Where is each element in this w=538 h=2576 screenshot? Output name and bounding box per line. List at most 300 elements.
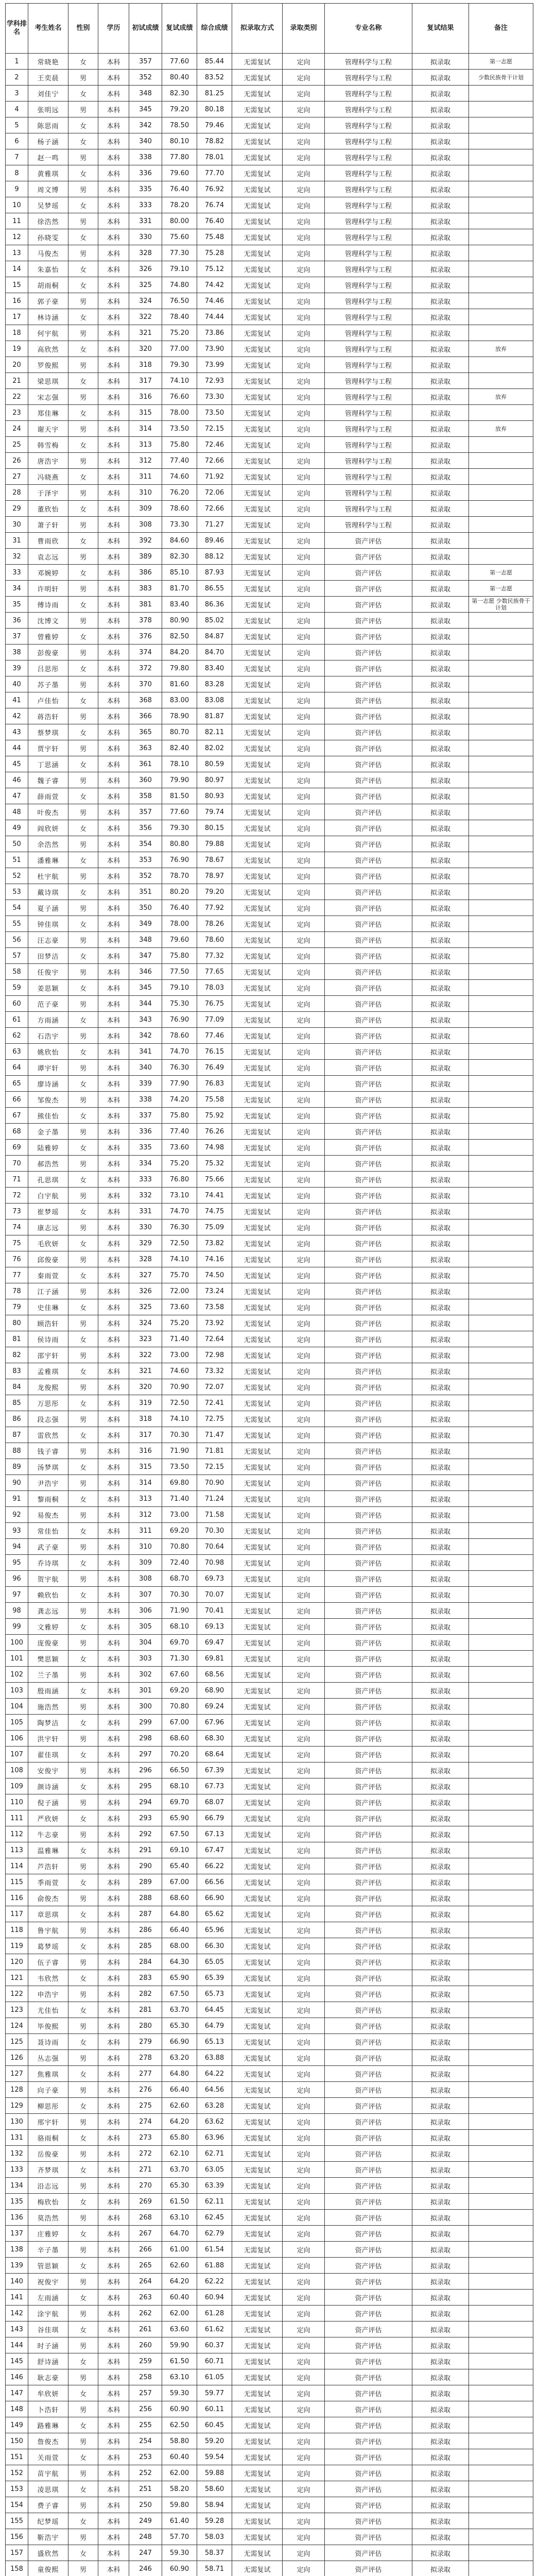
cell-major: 资产评估	[325, 2306, 412, 2321]
cell-initial-score: 348	[129, 86, 162, 101]
cell-category: 定向	[283, 277, 325, 293]
cell-rank: 48	[6, 804, 28, 820]
cell-result: 拟录取	[412, 1539, 469, 1555]
cell-admission-method: 无需复试	[232, 1539, 283, 1555]
cell-initial-score: 339	[129, 1076, 162, 1092]
cell-total-score: 70.64	[197, 1539, 232, 1555]
cell-admission-method: 无需复试	[232, 1491, 283, 1507]
cell-admission-method: 无需复试	[232, 2258, 283, 2274]
cell-name: 祝俊宇	[28, 2274, 68, 2290]
cell-total-score: 76.92	[197, 181, 232, 197]
cell-remark	[469, 1347, 533, 1363]
cell-result: 拟录取	[412, 373, 469, 389]
cell-gender: 男	[68, 964, 98, 980]
cell-name: 金子墨	[28, 1124, 68, 1140]
cell-retest-score: 84.20	[162, 645, 197, 660]
cell-result: 拟录取	[412, 549, 469, 565]
cell-remark	[469, 1475, 533, 1491]
cell-name: 苗宇航	[28, 2465, 68, 2481]
cell-retest-score: 66.90	[162, 2034, 197, 2050]
cell-degree: 本科	[98, 2417, 129, 2433]
cell-category: 定向	[283, 1395, 325, 1411]
cell-initial-score: 258	[129, 2369, 162, 2385]
cell-retest-score: 61.50	[162, 2353, 197, 2369]
cell-initial-score: 287	[129, 1906, 162, 1922]
cell-category: 定向	[283, 1108, 325, 1124]
cell-degree: 本科	[98, 2146, 129, 2162]
cell-name: 时子涵	[28, 2337, 68, 2353]
cell-admission-method: 无需复试	[232, 2098, 283, 2114]
table-row	[6, 2002, 533, 2018]
table-row	[6, 101, 533, 117]
table-row	[6, 2561, 533, 2576]
cell-total-score: 75.58	[197, 1092, 232, 1108]
cell-total-score: 80.15	[197, 820, 232, 836]
cell-category: 定向	[283, 389, 325, 405]
table-row	[6, 1587, 533, 1603]
cell-result: 拟录取	[412, 2226, 469, 2242]
cell-major: 资产评估	[325, 1587, 412, 1603]
cell-gender: 女	[68, 133, 98, 149]
table-row	[6, 2481, 533, 2497]
cell-major: 资产评估	[325, 1331, 412, 1347]
cell-rank: 18	[6, 325, 28, 341]
cell-result: 拟录取	[412, 1938, 469, 1954]
cell-retest-score: 74.60	[162, 1363, 197, 1379]
cell-initial-score: 383	[129, 581, 162, 597]
cell-degree: 本科	[98, 2098, 129, 2114]
cell-degree: 本科	[98, 533, 129, 549]
cell-initial-score: 329	[129, 1235, 162, 1251]
cell-initial-score: 292	[129, 1826, 162, 1842]
cell-gender: 男	[68, 2497, 98, 2513]
cell-admission-method: 无需复试	[232, 389, 283, 405]
cell-remark	[469, 1188, 533, 1204]
cell-degree: 本科	[98, 1076, 129, 1092]
cell-degree: 本科	[98, 1315, 129, 1331]
cell-rank: 9	[6, 181, 28, 197]
cell-category: 定向	[283, 181, 325, 197]
table-row	[6, 2401, 533, 2417]
cell-admission-method: 无需复试	[232, 229, 283, 245]
cell-total-score: 59.88	[197, 2465, 232, 2481]
table-row	[6, 293, 533, 309]
cell-rank: 91	[6, 1491, 28, 1507]
cell-initial-score: 346	[129, 964, 162, 980]
cell-degree: 本科	[98, 2433, 129, 2449]
header-initial-score: 初试成绩	[129, 4, 162, 54]
cell-retest-score: 65.40	[162, 1858, 197, 1874]
cell-initial-score: 327	[129, 1267, 162, 1283]
cell-admission-method: 无需复试	[232, 676, 283, 692]
cell-total-score: 81.87	[197, 708, 232, 724]
cell-initial-score: 381	[129, 597, 162, 613]
cell-degree: 本科	[98, 1587, 129, 1603]
table-row	[6, 1060, 533, 1076]
cell-total-score: 73.32	[197, 1363, 232, 1379]
cell-category: 定向	[283, 645, 325, 660]
cell-major: 资产评估	[325, 1395, 412, 1411]
cell-initial-score: 291	[129, 1842, 162, 1858]
cell-major: 资产评估	[325, 613, 412, 629]
cell-name: 顾浩轩	[28, 1315, 68, 1331]
cell-total-score: 78.60	[197, 932, 232, 948]
cell-rank: 114	[6, 1858, 28, 1874]
cell-admission-method: 无需复试	[232, 437, 283, 453]
cell-initial-score: 276	[129, 2082, 162, 2098]
cell-admission-method: 无需复试	[232, 1635, 283, 1651]
cell-initial-score: 353	[129, 852, 162, 868]
cell-major: 资产评估	[325, 820, 412, 836]
cell-category: 定向	[283, 1188, 325, 1204]
cell-admission-method: 无需复试	[232, 2513, 283, 2529]
cell-major: 资产评估	[325, 932, 412, 948]
cell-category: 定向	[283, 213, 325, 229]
cell-admission-method: 无需复试	[232, 1890, 283, 1906]
cell-rank: 142	[6, 2306, 28, 2321]
cell-category: 定向	[283, 1858, 325, 1874]
cell-major: 资产评估	[325, 900, 412, 916]
cell-admission-method: 无需复试	[232, 756, 283, 772]
cell-total-score: 80.93	[197, 788, 232, 804]
cell-category: 定向	[283, 1762, 325, 1778]
cell-admission-method: 无需复试	[232, 2226, 283, 2242]
cell-major: 资产评估	[325, 676, 412, 692]
cell-result: 拟录取	[412, 1523, 469, 1539]
cell-degree: 本科	[98, 1699, 129, 1715]
cell-initial-score: 315	[129, 405, 162, 421]
cell-degree: 本科	[98, 501, 129, 517]
cell-remark	[469, 1267, 533, 1283]
cell-total-score: 81.25	[197, 86, 232, 101]
cell-retest-score: 80.00	[162, 213, 197, 229]
cell-category: 定向	[283, 852, 325, 868]
cell-gender: 女	[68, 533, 98, 549]
cell-initial-score: 351	[129, 884, 162, 900]
cell-major: 资产评估	[325, 2018, 412, 2034]
cell-gender: 男	[68, 1219, 98, 1235]
cell-name: 龚志远	[28, 1603, 68, 1619]
cell-name: 沿志远	[28, 2178, 68, 2194]
cell-retest-score: 74.20	[162, 1092, 197, 1108]
cell-degree: 本科	[98, 1858, 129, 1874]
cell-degree: 本科	[98, 2321, 129, 2337]
cell-rank: 62	[6, 1028, 28, 1044]
cell-initial-score: 323	[129, 1331, 162, 1347]
cell-degree: 本科	[98, 645, 129, 660]
cell-retest-score: 67.00	[162, 1715, 197, 1731]
cell-name: 舒诗涵	[28, 2353, 68, 2369]
cell-rank: 118	[6, 1922, 28, 1938]
cell-category: 定向	[283, 948, 325, 964]
cell-result: 拟录取	[412, 1778, 469, 1794]
table-row	[6, 1778, 533, 1794]
cell-name: 詹俊杰	[28, 2433, 68, 2449]
cell-remark	[469, 1778, 533, 1794]
cell-total-score: 71.81	[197, 1443, 232, 1459]
cell-gender: 男	[68, 2561, 98, 2576]
cell-total-score: 74.46	[197, 293, 232, 309]
cell-admission-method: 无需复试	[232, 469, 283, 485]
cell-gender: 女	[68, 852, 98, 868]
cell-rank: 149	[6, 2417, 28, 2433]
cell-major: 管理科学与工程	[325, 101, 412, 117]
cell-gender: 男	[68, 1411, 98, 1427]
cell-initial-score: 392	[129, 533, 162, 549]
cell-rank: 35	[6, 597, 28, 613]
cell-major: 管理科学与工程	[325, 197, 412, 213]
cell-remark	[469, 1683, 533, 1699]
cell-category: 定向	[283, 149, 325, 165]
cell-retest-score: 65.80	[162, 2130, 197, 2146]
cell-rank: 59	[6, 980, 28, 996]
cell-category: 定向	[283, 245, 325, 261]
cell-name: 潘雅琳	[28, 852, 68, 868]
cell-category: 定向	[283, 1874, 325, 1890]
cell-rank: 129	[6, 2098, 28, 2114]
cell-gender: 男	[68, 1156, 98, 1172]
cell-initial-score: 370	[129, 676, 162, 692]
cell-result: 拟录取	[412, 2034, 469, 2050]
cell-degree: 本科	[98, 133, 129, 149]
cell-rank: 155	[6, 2513, 28, 2529]
cell-name: 左雨涵	[28, 2290, 68, 2306]
table-row	[6, 533, 533, 549]
cell-result: 拟录取	[412, 1172, 469, 1188]
cell-admission-method: 无需复试	[232, 964, 283, 980]
cell-total-score: 73.82	[197, 1235, 232, 1251]
cell-initial-score: 352	[129, 868, 162, 884]
cell-name: 沈博文	[28, 613, 68, 629]
cell-admission-method: 无需复试	[232, 1299, 283, 1315]
cell-total-score: 61.88	[197, 2258, 232, 2274]
cell-result: 拟录取	[412, 1251, 469, 1267]
cell-major: 资产评估	[325, 1251, 412, 1267]
cell-rank: 56	[6, 932, 28, 948]
cell-major: 资产评估	[325, 1842, 412, 1858]
cell-total-score: 65.73	[197, 1986, 232, 2002]
cell-major: 资产评估	[325, 740, 412, 756]
cell-category: 定向	[283, 788, 325, 804]
cell-gender: 男	[68, 1635, 98, 1651]
cell-initial-score: 266	[129, 2242, 162, 2258]
cell-initial-score: 341	[129, 1044, 162, 1060]
cell-remark	[469, 373, 533, 389]
cell-total-score: 73.86	[197, 325, 232, 341]
cell-result: 拟录取	[412, 900, 469, 916]
table-row	[6, 1347, 533, 1363]
cell-category: 定向	[283, 1331, 325, 1347]
cell-gender: 女	[68, 1683, 98, 1699]
cell-total-score: 69.13	[197, 1619, 232, 1635]
cell-admission-method: 无需复试	[232, 2146, 283, 2162]
cell-major: 资产评估	[325, 980, 412, 996]
table-row	[6, 2258, 533, 2274]
cell-admission-method: 无需复试	[232, 2162, 283, 2178]
cell-result: 拟录取	[412, 1267, 469, 1283]
cell-remark	[469, 1012, 533, 1028]
cell-remark	[469, 868, 533, 884]
cell-total-score: 71.47	[197, 1427, 232, 1443]
cell-degree: 本科	[98, 2018, 129, 2034]
cell-gender: 女	[68, 1938, 98, 1954]
cell-initial-score: 320	[129, 341, 162, 357]
cell-gender: 女	[68, 756, 98, 772]
cell-gender: 女	[68, 1587, 98, 1603]
cell-major: 管理科学与工程	[325, 389, 412, 405]
cell-degree: 本科	[98, 2210, 129, 2226]
cell-major: 管理科学与工程	[325, 309, 412, 325]
cell-major: 管理科学与工程	[325, 357, 412, 373]
cell-total-score: 78.26	[197, 916, 232, 932]
cell-gender: 男	[68, 2529, 98, 2545]
cell-admission-method: 无需复试	[232, 2449, 283, 2465]
cell-remark	[469, 1842, 533, 1858]
cell-degree: 本科	[98, 2449, 129, 2465]
cell-result: 拟录取	[412, 2162, 469, 2178]
table-row	[6, 2130, 533, 2146]
cell-degree: 本科	[98, 2385, 129, 2401]
cell-rank: 23	[6, 405, 28, 421]
cell-total-score: 85.02	[197, 613, 232, 629]
cell-rank: 26	[6, 453, 28, 469]
cell-retest-score: 77.80	[162, 149, 197, 165]
cell-result: 拟录取	[412, 1683, 469, 1699]
cell-rank: 141	[6, 2290, 28, 2306]
cell-gender: 男	[68, 1731, 98, 1747]
table-row	[6, 1794, 533, 1810]
cell-initial-score: 304	[129, 1635, 162, 1651]
cell-name: 卢佳怡	[28, 692, 68, 708]
table-row	[6, 1491, 533, 1507]
cell-rank: 42	[6, 708, 28, 724]
cell-category: 定向	[283, 676, 325, 692]
cell-result: 拟录取	[412, 2433, 469, 2449]
cell-major: 资产评估	[325, 1172, 412, 1188]
cell-retest-score: 64.20	[162, 2274, 197, 2290]
cell-gender: 女	[68, 1172, 98, 1188]
cell-major: 资产评估	[325, 1555, 412, 1571]
cell-name: 王奕晨	[28, 70, 68, 86]
cell-initial-score: 324	[129, 293, 162, 309]
cell-total-score: 66.56	[197, 1874, 232, 1890]
cell-name: 柳思彤	[28, 2098, 68, 2114]
cell-remark	[469, 820, 533, 836]
cell-remark	[469, 964, 533, 980]
cell-admission-method: 无需复试	[232, 1906, 283, 1922]
cell-major: 管理科学与工程	[325, 421, 412, 437]
cell-category: 定向	[283, 2146, 325, 2162]
cell-gender: 男	[68, 1092, 98, 1108]
cell-category: 定向	[283, 884, 325, 900]
cell-admission-method: 无需复试	[232, 1762, 283, 1778]
cell-name: 黎雨桐	[28, 1491, 68, 1507]
cell-category: 定向	[283, 1651, 325, 1667]
cell-initial-score: 354	[129, 836, 162, 852]
cell-retest-score: 75.30	[162, 996, 197, 1012]
cell-name: 冯晓燕	[28, 469, 68, 485]
cell-retest-score: 68.00	[162, 1938, 197, 1954]
cell-name: 卜浩轩	[28, 2401, 68, 2417]
cell-degree: 本科	[98, 932, 129, 948]
cell-initial-score: 336	[129, 1124, 162, 1140]
cell-rank: 66	[6, 1092, 28, 1108]
cell-name: 韦欣然	[28, 1970, 68, 1986]
cell-total-score: 83.28	[197, 676, 232, 692]
cell-initial-score: 366	[129, 708, 162, 724]
cell-initial-score: 374	[129, 645, 162, 660]
table-row	[6, 980, 533, 996]
cell-name: 孟雅琪	[28, 1363, 68, 1379]
cell-name: 侯诗雨	[28, 1331, 68, 1347]
cell-degree: 本科	[98, 1012, 129, 1028]
cell-remark	[469, 1890, 533, 1906]
cell-gender: 女	[68, 1906, 98, 1922]
cell-degree: 本科	[98, 1523, 129, 1539]
cell-admission-method: 无需复试	[232, 645, 283, 660]
cell-gender: 男	[68, 708, 98, 724]
cell-name: 贾宇轩	[28, 740, 68, 756]
cell-gender: 女	[68, 2194, 98, 2210]
cell-remark	[469, 2274, 533, 2290]
cell-category: 定向	[283, 2114, 325, 2130]
cell-initial-score: 295	[129, 1778, 162, 1794]
cell-major: 资产评估	[325, 2274, 412, 2290]
cell-name: 邵宇轩	[28, 1347, 68, 1363]
cell-category: 定向	[283, 469, 325, 485]
cell-remark	[469, 405, 533, 421]
cell-category: 定向	[283, 708, 325, 724]
cell-remark	[469, 692, 533, 708]
cell-admission-method: 无需复试	[232, 70, 283, 86]
cell-rank: 2	[6, 70, 28, 86]
cell-category: 定向	[283, 2002, 325, 2018]
cell-category: 定向	[283, 1986, 325, 2002]
cell-initial-score: 296	[129, 1762, 162, 1778]
cell-major: 资产评估	[325, 2321, 412, 2337]
table-row	[6, 1459, 533, 1475]
cell-initial-score: 334	[129, 1156, 162, 1172]
table-row	[6, 884, 533, 900]
cell-gender: 女	[68, 660, 98, 676]
cell-gender: 女	[68, 1395, 98, 1411]
cell-degree: 本科	[98, 2465, 129, 2481]
cell-result: 拟录取	[412, 772, 469, 788]
cell-initial-score: 316	[129, 1443, 162, 1459]
cell-initial-score: 368	[129, 692, 162, 708]
cell-remark	[469, 1251, 533, 1267]
cell-remark	[469, 2002, 533, 2018]
cell-major: 管理科学与工程	[325, 245, 412, 261]
cell-result: 拟录取	[412, 86, 469, 101]
cell-rank: 40	[6, 676, 28, 692]
cell-admission-method: 无需复试	[232, 485, 283, 501]
cell-rank: 95	[6, 1555, 28, 1571]
cell-remark	[469, 1762, 533, 1778]
cell-name: 乔诗琪	[28, 1555, 68, 1571]
cell-name: 薛雨萱	[28, 788, 68, 804]
cell-total-score: 72.46	[197, 437, 232, 453]
cell-total-score: 65.05	[197, 1954, 232, 1970]
cell-retest-score: 79.80	[162, 660, 197, 676]
cell-result: 拟录取	[412, 1667, 469, 1683]
cell-remark	[469, 788, 533, 804]
cell-remark	[469, 1283, 533, 1299]
cell-admission-method: 无需复试	[232, 1076, 283, 1092]
cell-retest-score: 76.90	[162, 852, 197, 868]
cell-retest-score: 59.30	[162, 2385, 197, 2401]
cell-gender: 男	[68, 1379, 98, 1395]
